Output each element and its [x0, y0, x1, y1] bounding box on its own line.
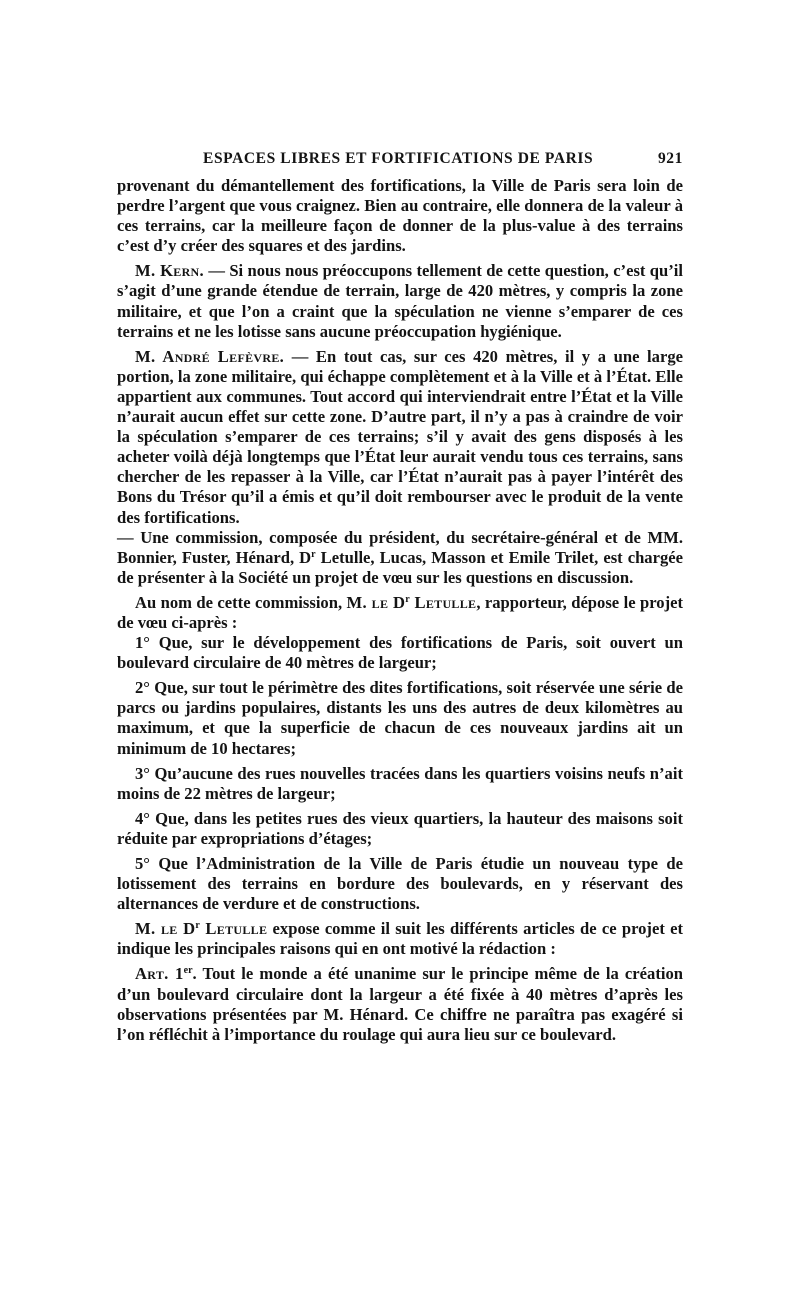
voeu-item-5: [117, 854, 683, 914]
paragraph-commission: [117, 528, 683, 588]
running-title: ESPACES LIBRES ET FORTIFICATIONS DE PARIS: [203, 150, 594, 167]
article-label: Art. 1: [135, 964, 184, 984]
page-number: 921: [657, 150, 683, 167]
superscript: r: [405, 593, 410, 605]
superscript: er: [183, 965, 193, 977]
speaker-name: Letulle: [409, 592, 477, 612]
paragraph-text: provenant du démantellement des fortifications, la Ville de Paris sera loin de perdre l’argent que vous craignez. Bien au contraire, elle donnera de la valeur à ces terrains, car la meilleure façon de donner de la plus-value à des terrains c’est d’y créer des squares et des jardins.: [117, 176, 683, 256]
speaker-name: M. le D: [346, 592, 406, 612]
paragraph-text: — Une commission, composée du président, du secrétaire-général et de MM. Bonnier, Fuster, Hénard, D: [117, 527, 683, 567]
paragraph-kern: [117, 261, 683, 341]
paragraph-text: . Tout le monde a été unanime sur le principe même de la création d’un boulevard circulaire dont la largeur a été fixée à 40 mètres d’après les observations présentées par M. Hénard. Ce chiffre ne paraîtra pas exagéré si l’on réfléchit à l’importance du roulage qui aura lieu sur ce boulevard.: [117, 964, 683, 1044]
paragraph-continuation: [117, 176, 683, 256]
book-page: [117, 150, 683, 1050]
paragraph-text: 1° Que, sur le développement des fortifications de Paris, soit ouvert un boulevard circulaire de 40 mètres de largeur;: [117, 633, 683, 673]
superscript: r: [195, 920, 200, 932]
paragraph-rapporteur: [117, 593, 683, 633]
voeu-item-1: [117, 633, 683, 673]
superscript: r: [311, 548, 316, 560]
speaker-name: M. le D: [135, 919, 196, 939]
paragraph-text: expose comme il suit les différents articles de ce projet et indique les principales raisons qui en ont motivé la rédaction :: [117, 919, 683, 959]
paragraph-text: Letulle, Lucas, Masson et Emile Trilet, est chargée de présenter à la Société un projet de vœu sur les questions en discussion.: [117, 547, 684, 587]
paragraph-text: 5° Que l’Administration de la Ville de Paris étudie un nouveau type de lotissement des terrains en bordure des boulevards, en y réservant des alternances de verdure et de constructions.: [117, 854, 683, 914]
paragraph-text: — Si nous nous préoccupons tellement de cette question, c’est qu’il s’agit d’une grande étendue de terrain, large de 420 mètres, y compris la zone militaire, et que l’on a craint que la spéculation ne vienne s’emparer de ces terrains et ne les lotisse sans aucune préoccupation hygiénique.: [117, 261, 683, 341]
speaker-name: M. André Lefèvre.: [135, 346, 285, 366]
paragraph-text: Au nom de cette commission,: [135, 592, 347, 612]
paragraph-text: 3° Qu’aucune des rues nouvelles tracées dans les quartiers voisins neufs n’ait moins de 22 mètres de largeur;: [117, 763, 683, 803]
paragraph-lefevre: [117, 347, 683, 528]
speaker-name: Letulle: [199, 919, 268, 939]
voeu-item-4: [117, 809, 683, 849]
paragraph-text: , rapporteur, dépose le projet de vœu ci-après :: [117, 592, 683, 632]
paragraph-text: 4° Que, dans les petites rues des vieux quartiers, la hauteur des maisons soit réduite par expropriations d’étages;: [117, 808, 683, 848]
speaker-name: M. Kern.: [135, 261, 204, 281]
paragraph-text: — En tout cas, sur ces 420 mètres, il y a une large portion, la zone militaire, qui échappe complètement et à la Ville et à l’État. Elle appartient aux communes. Tout accord qui interviendrait entre l’État et la Ville n’aurait aucun effet sur cette zone. D’autre part, il n’y a pas à craindre de voir la spéculation s’emparer de ces terrains; s’il y avait des gens disposés à les acheter voilà déjà longtemps que l’État leur aurait vendu tous ces terrains, sans chercher de les repasser à la Ville, car l’État n’aurait pas à payer l’intérêt des Bons du Trésor qu’il a émis et qu’il doit rembourser avec le produit de la vente des fortifications.: [117, 346, 683, 527]
voeu-item-3: [117, 764, 683, 804]
paragraph-article-1: [117, 964, 683, 1044]
body-text: [117, 176, 683, 1045]
paragraph-letulle: [117, 919, 683, 959]
voeu-item-2: [117, 678, 683, 758]
paragraph-text: 2° Que, sur tout le périmètre des dites fortifications, soit réservée une série de parcs ou jardins populaires, distants les uns des autres de deux kilomètres au maximum, et que la superficie de chacun de ces nouveaux jardins ait un minimum de 10 hectares;: [117, 678, 683, 758]
running-head: [117, 150, 683, 176]
